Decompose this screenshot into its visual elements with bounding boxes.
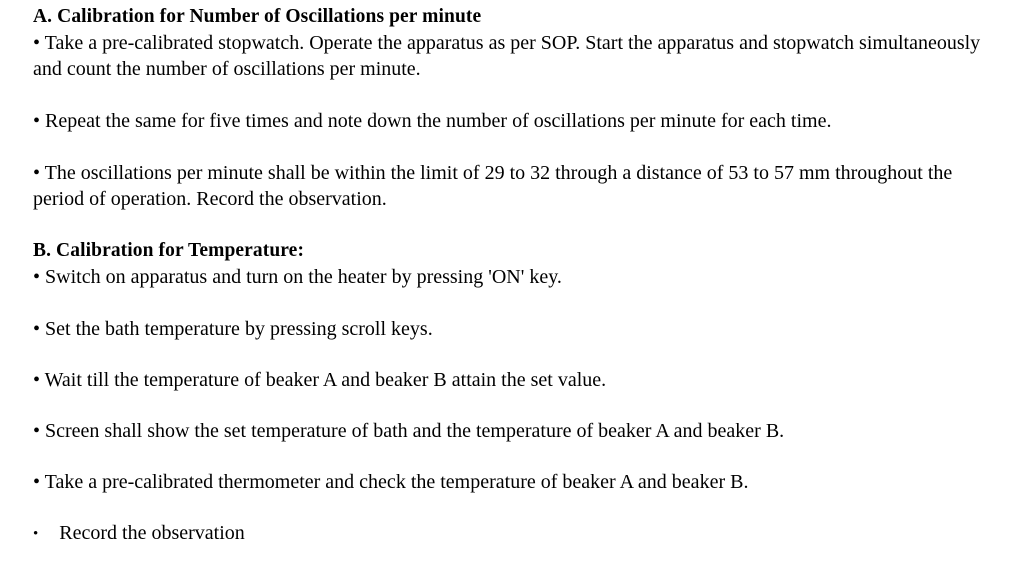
list-item — [33, 316, 993, 342]
paragraph-spacer — [33, 444, 993, 469]
list-item-text: Wait till the temperature of beaker A and beaker B attain the set value. — [44, 369, 607, 391]
list-item-text: Switch on apparatus and turn on the heater by pressing 'ON' key. — [45, 266, 562, 288]
paragraph-spacer — [33, 290, 993, 316]
bullet-marker-icon: • — [33, 471, 45, 493]
list-item-text: Record the observation — [59, 522, 245, 544]
bullet-marker-icon: • — [33, 32, 45, 54]
list-item-text: Take a pre-calibrated thermometer and check the temperature of beaker A and beaker B. — [44, 471, 749, 493]
bullet-marker-icon: • — [33, 420, 46, 442]
list-item — [33, 264, 993, 290]
bullet-marker-icon: • — [33, 526, 39, 542]
list-item — [33, 108, 993, 134]
list-item — [33, 418, 993, 444]
bullet-marker-icon: • — [33, 369, 45, 391]
list-item-text: Screen shall show the set temperature of bath and the temperature of beaker A and beaker B. — [45, 420, 785, 442]
section-b-heading: B. Calibration for Temperature: — [33, 240, 305, 261]
paragraph-spacer — [33, 342, 993, 367]
list-item — [33, 520, 993, 547]
bullet-marker-icon: • — [33, 110, 46, 132]
paragraph-spacer — [33, 134, 993, 160]
paragraph-spacer — [33, 495, 993, 520]
list-item — [33, 160, 993, 212]
list-item-text: The oscillations per minute shall be within the limit of 29 to 32 through a distance of 53 to 57 mm throughout the period of operation. Record the observation. — [33, 162, 953, 210]
section-a-heading: A. Calibration for Number of Oscillations per minute — [33, 6, 482, 27]
list-item — [33, 469, 993, 495]
bullet-marker-icon: • — [33, 266, 46, 288]
list-item-text: Set the bath temperature by pressing scroll keys. — [45, 318, 433, 340]
document-body — [33, 4, 993, 547]
bullet-marker-icon: • — [33, 162, 45, 184]
bullet-marker-icon: • — [33, 318, 46, 340]
paragraph-spacer — [33, 82, 993, 108]
list-item — [33, 30, 993, 82]
list-item-text: Repeat the same for five times and note down the number of oscillations per minute for each time. — [45, 110, 832, 132]
list-item-text: Take a pre-calibrated stopwatch. Operate the apparatus as per SOP. Start the apparatus and stopwatch simultaneously and count the number of oscillations per minute. — [33, 32, 981, 80]
paragraph-spacer — [33, 212, 993, 238]
list-item — [33, 367, 993, 393]
paragraph-spacer — [33, 393, 993, 418]
